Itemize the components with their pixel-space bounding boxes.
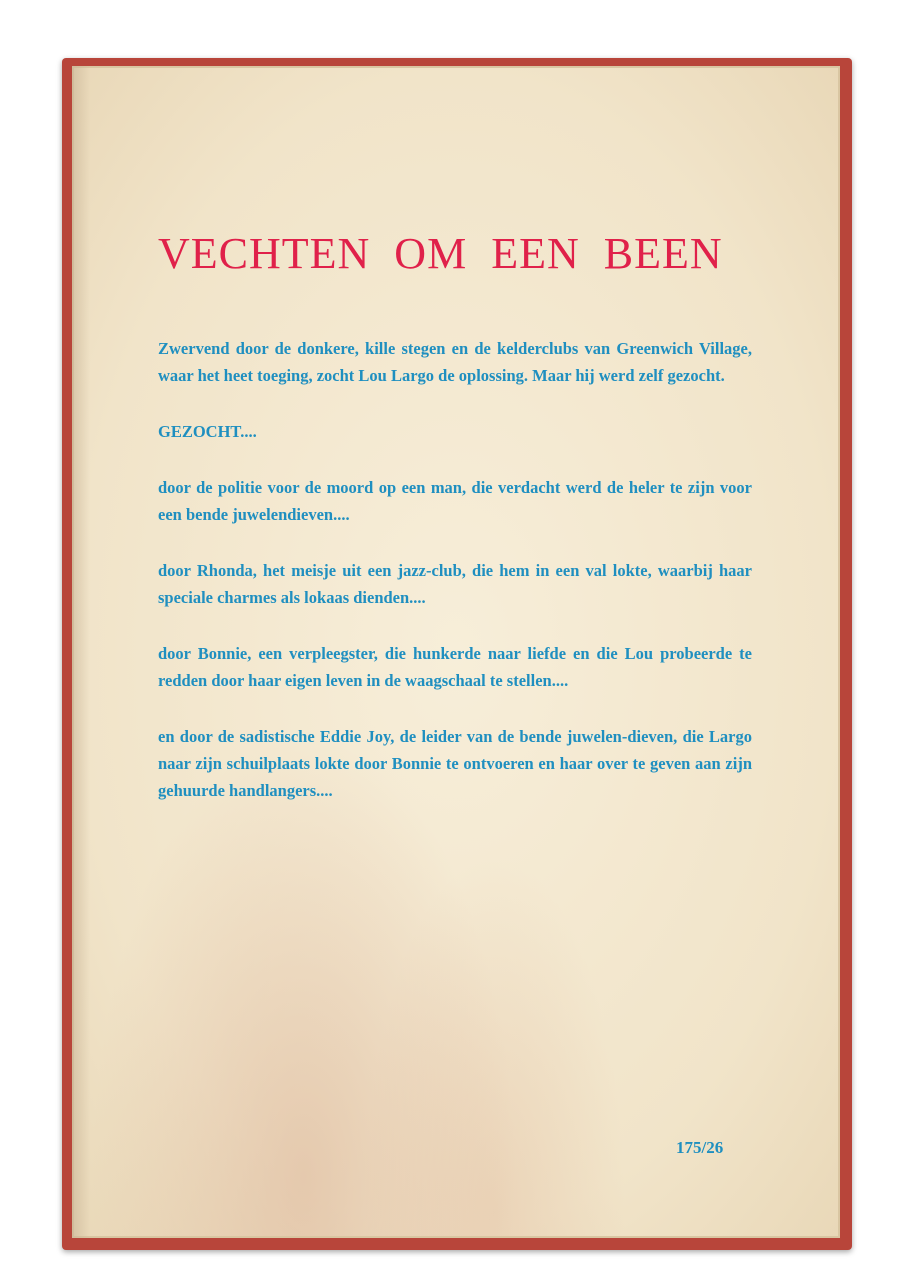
blurb [158,335,752,833]
blurb-paragraph-gezocht: GEZOCHT.... [158,422,257,441]
cover-edge-wear [72,66,90,1238]
book-title: VECHTEN OM EEN BEEN [158,229,723,278]
blurb-paragraph-eddie: en door de sadistische Eddie Joy, de leider van de bende juwelen-dieven, die Largo naar zijn schuilplaats lokte door Bonnie te ontvoeren en haar over te geven aan zijn gehuurde handlangers.... [158,727,752,800]
blurb-paragraph-intro: Zwervend door de donkere, kille stegen en de kelderclubs van Greenwich Village, waar het heet toeging, zocht Lou Largo de oplossing. Maar hij werd zelf gezocht. [158,339,752,385]
blurb-paragraph-rhonda: door Rhonda, het meisje uit een jazz-club, die hem in een val lokte, waarbij haar speciale charmes als lokaas dienden.... [158,561,752,607]
catalog-number: 175/26 [676,1138,724,1157]
blurb-paragraph-politie: door de politie voor de moord op een man, die verdacht werd de heler te zijn voor een bende juwelendieven.... [158,478,752,524]
blurb-paragraph-bonnie: door Bonnie, een verpleegster, die hunkerde naar liefde en die Lou probeerde te redden door haar eigen leven in de waagschaal te stellen.... [158,644,752,690]
